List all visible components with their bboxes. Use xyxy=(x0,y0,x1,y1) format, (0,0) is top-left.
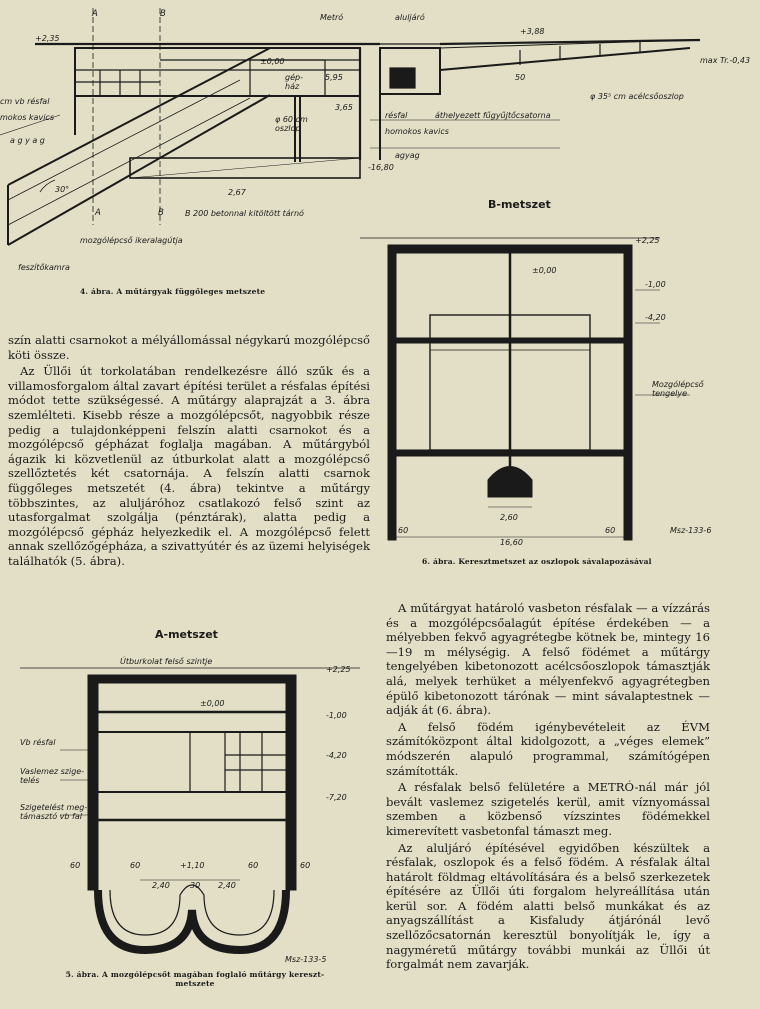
fig4-maxterrain: max Tr.-0,43 xyxy=(700,56,751,65)
fig5-vbresfal: Vb résfal xyxy=(20,738,56,747)
fig4-tengely: mozgólépcső ikeralagútja xyxy=(80,236,183,245)
fig5-utburkolat: Útburkolat felső szintje xyxy=(120,657,213,666)
fig5-level-100: -1,00 xyxy=(326,711,347,720)
fig4-dim-267: 2,67 xyxy=(228,188,246,197)
left-paragraph-1: Az Üllői út torkolatában rendelkezésre álló szűk és a villamosforgalom által zavart építési terület a résfalas építési módot tette szükségessé. A műtárgy alaprajzát a 3. ábra szemlélteti. Kisebb része a mozgólépcsőt, nagyobbik része pedig a tulajdonképpeni felszín alatti csarnokot és a mozgólépcső gépházat foglalja magában. A műtárgyból ágazik ki közvetlenül az útburkolat alatt a mozgólépcső szellőztetés két csatornája. A felszín alatti csarnok függőleges metszetét (4. ábra) tekintve a műtárgy többszintes, az aluljáróhoz csatlakozó felső szint az utasforgalmat szolgálja (pénztárak), alatta pedig a mozgólépcső gépház helyezkedik el. A mozgólépcső felett annak szellőzőgépháza, a szivattyútér és az üzemi helyiségek találhatók (5. ábra). xyxy=(8,364,370,568)
figure-5-caption: 5. ábra. A mozgólépcsőt magában foglaló műtárgy kereszt- metszete xyxy=(65,970,325,988)
fig4-gephaz: gép-ház xyxy=(285,73,303,91)
fig4-level-000: ±0,00 xyxy=(260,57,285,66)
fig5-level-225: +2,25 xyxy=(326,665,351,674)
fig5-level-420: -4,20 xyxy=(326,751,347,760)
fig4-metro: Metró xyxy=(320,13,344,22)
fig5-dim-240a: 2,40 xyxy=(152,881,170,890)
fig4-dim-50: 50 xyxy=(515,73,526,82)
left-column-text xyxy=(8,333,370,571)
fig6-level-225: +2,25 xyxy=(635,236,660,245)
figure-5-title: A-metszet xyxy=(155,628,218,641)
fig6-dim-260: 2,60 xyxy=(500,513,518,522)
fig6-dim-1660: 16,60 xyxy=(500,538,523,547)
figure-6-cross-section xyxy=(360,215,760,555)
fig5-dim-110: +1,10 xyxy=(180,861,205,870)
fig5-dim-60a: 60 xyxy=(70,861,81,870)
fig4-label-b-top: B xyxy=(160,9,166,19)
fig5-dim-240b: 2,40 xyxy=(218,881,236,890)
fig6-level-000: ±0,00 xyxy=(532,266,557,275)
right-column-text xyxy=(386,601,710,974)
left-paragraph-0: szín alatti csarnokot a mélyállomással négykarú mozgólépcső köti össze. xyxy=(8,333,370,362)
fig4-label-a-top: A xyxy=(92,9,98,19)
fig4-athelyezett: áthelyezett fűgyűjtőcsatorna xyxy=(435,111,551,120)
fig4-feszito: feszítőkamra xyxy=(18,263,70,272)
fig4-aluljaro: aluljáró xyxy=(395,13,425,22)
fig6-mozgo: Mozgólépcső tengelye xyxy=(652,380,704,398)
right-paragraph-1: A műtárgyat határoló vasbeton résfalak — a vízzárás és a mozgólépcsőalagút építése érdekében — a mélyebben fekvő agyagrétegbe kötnek be, mintegy 16—19 m mélységig. A felső födémet a műtárgy tengelyében kibetonozott acélcsőoszlopok támasztják alá, melyek terhüket a mélyenfekvő agyagrétegben épülő kibetonozott tárónak — mint sávalaptestnek — adják át (6. ábra). xyxy=(386,601,710,718)
fig5-dim-60d: 60 xyxy=(300,861,311,870)
fig5-dim-60c: 60 xyxy=(248,861,259,870)
fig4-level-388: +3,88 xyxy=(520,27,545,36)
fig4-tarno: B 200 betonnal kitöltött tárnó xyxy=(185,209,304,218)
figure-6-caption: 6. ábra. Keresztmetszet az oszlopok sávalapozásával xyxy=(422,557,652,566)
fig4-level-235: +2,35 xyxy=(35,34,60,43)
fig6-level-100: -1,00 xyxy=(645,280,666,289)
right-paragraph-2: A felső födém igénybevételeit az ÉVM számítóközpont által kidolgozott, a „véges elemek” módszerén alapuló programmal, számítógépen számították. xyxy=(386,719,710,778)
fig5-level-000: ±0,00 xyxy=(200,699,225,708)
fig4-vbresfal: cm vb résfal xyxy=(0,97,50,106)
fig4-agyag2: agyag xyxy=(395,151,420,160)
fig4-oszlop60: φ 60 cm oszlop xyxy=(275,115,308,133)
fig4-oszlop35: φ 35⁵ cm acélcsőoszlop xyxy=(590,92,684,101)
fig5-dim-60b: 60 xyxy=(130,861,141,870)
right-paragraph-3: A résfalak belső felületére a METRÓ-nál már jól bevált vaslemez szigetelés kerül, amit víznyomással szemben a közbenső vízszintes födémekkel kimerevített vasbetonfal támaszt meg. xyxy=(386,780,710,838)
figure-5-cross-section xyxy=(0,650,370,965)
fig4-label-b-bot: B xyxy=(158,208,164,218)
fig5-vaslemez: Vaslemez szige-telés xyxy=(20,767,85,785)
fig5-dim-30: 30 xyxy=(190,881,201,890)
fig4-dim-595: 5,95 xyxy=(325,73,343,82)
fig6-stamp: Msz-133-6 xyxy=(670,526,712,535)
right-paragraph-4: Az aluljáró építésével egyidőben készültek a résfalak, oszlopok és a felső födém. A résfalak által határolt földmag eltávolítására és a belső szerkezetek építésére az Üllői úti forgalom helyreállítása után kerül sor. A födém alatti belső munkákat és az anyagszállítást a Kisfaludy átjárónál levő szellőzőcsatornán keresztül bonyolítják le, így a nagyméretű műtárgy további munkái az Üllői út forgalmát nem zavarják. xyxy=(386,840,710,972)
fig4-homokos1: mokos kavics xyxy=(0,113,54,122)
fig4-angle: 30° xyxy=(55,185,70,194)
fig4-dim-365: 3,65 xyxy=(335,103,353,112)
figure-4-caption: 4. ábra. A műtárgyak függőleges metszete xyxy=(80,287,266,296)
fig6-level-420: -4,20 xyxy=(645,313,666,322)
fig5-stamp: Msz-133-5 xyxy=(285,955,327,964)
fig4-agyag1: a g y a g xyxy=(10,136,45,145)
fig4-level-1680: -16,80 xyxy=(368,163,394,172)
fig4-resfal: résfal xyxy=(385,111,408,120)
fig5-level-720: -7,20 xyxy=(326,793,347,802)
fig6-dim-60b: 60 xyxy=(605,526,616,535)
fig6-dim-60a: 60 xyxy=(398,526,409,535)
fig4-label-a-bot: A xyxy=(95,208,101,218)
figure-6-title: B-metszet xyxy=(488,198,551,211)
fig5-szigeteles: Szigetelést meg-támasztó vb fal xyxy=(20,803,88,821)
fig4-homokos2: homokos kavics xyxy=(385,127,449,136)
